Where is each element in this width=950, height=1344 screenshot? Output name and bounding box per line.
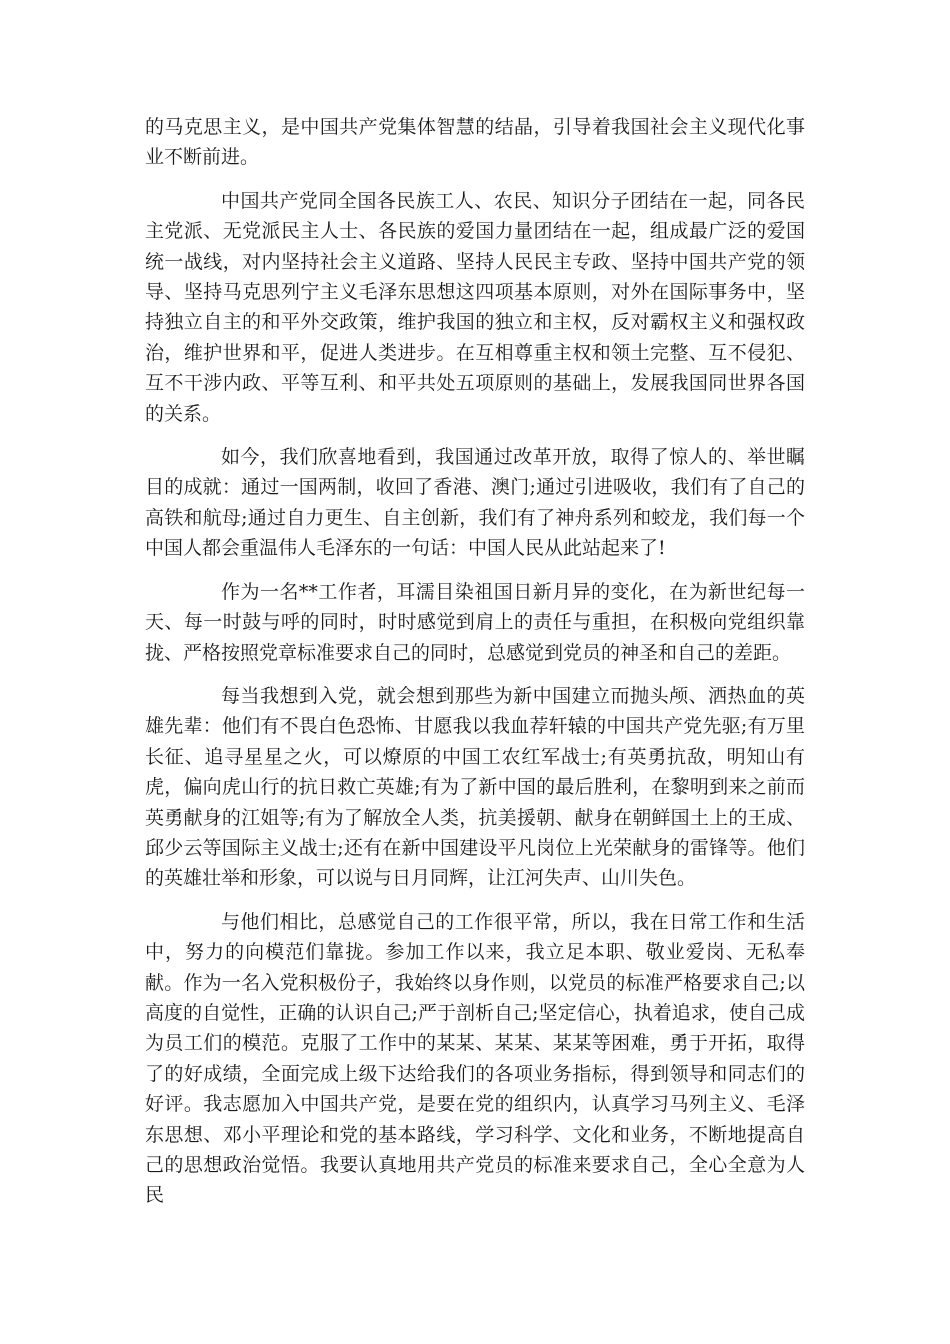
paragraph-revolutionary-heroes: 每当我想到入党，就会想到那些为新中国建立而抛头颅、洒热血的英雄先辈：他们有不畏白色恐怖、甘愿我以我血荐轩辕的中国共产党先驱;有万里长征、追寻星星之火，可以燎原的中国工农红军战士;有英勇抗敌，明知山有虎，偏向虎山行的抗日救亡英雄;有为了新中国的最后胜利，在黎明到来之前而英勇献身的江姐等;有为了解放全人类，抗美援朝、献身在朝鲜国土上的王成、邱少云等国际主义战士;还有在新中国建设平凡岗位上光荣献身的雷锋等。他们的英雄壮举和形象，可以说与日月同辉，让江河失声、山川失色。 [145,684,805,890]
paragraph-party-united-front: 中国共产党同全国各民族工人、农民、知识分子团结在一起，同各民主党派、无党派民主人士、各民族的爱国力量团结在一起，组成最广泛的爱国统一战线，对内坚持社会主义道路、坚持人民民主专政、坚持中国共产党的领导、坚持马克思列宁主义毛泽东思想这四项基本原则，对外在国际事务中，坚持独立自主的和平外交政策，维护我国的独立和主权，反对霸权主义和强权政治，维护世界和平，促进人类进步。在互相尊重主权和领土完整、互不侵犯、互不干涉内政、平等互利、和平共处五项原则的基础上，发展我国同世界各国的关系。 [145,189,805,425]
document-body [145,112,805,1211]
paragraph-personal-commitment: 与他们相比，总感觉自己的工作很平常，所以，我在日常工作和生活中，努力的向模范们靠拢。参加工作以来，我立足本职、敬业爱岗、无私奉献。作为一名入党积极份子，我始终以身作则，以党员的标准严格要求自己;以高度的自觉性，正确的认识自己;严于剖析自己;坚定信心，执着追求，使自己成为员工们的模范。克服了工作中的某某、某某、某某等困难，勇于开拓，取得了的好成绩，全面完成上级下达给我们的各项业务指标，得到领导和同志们的好评。我志愿加入中国共产党，是要在党的组织内，认真学习马列主义、毛泽东思想、邓小平理论和党的基本路线，学习科学、文化和业务，不断地提高自己的思想政治觉悟。我要认真地用共产党员的标准来要求自己，全心全意为人民 [145,910,805,1207]
paragraph-worker-responsibility: 作为一名**工作者，耳濡目染祖国日新月异的变化，在为新世纪每一天、每一时鼓与呼的同时，时时感觉到肩上的责任与重担，在积极向党组织靠拢、严格按照党章标准要求自己的同时，总感觉到党员的神圣和自己的差距。 [145,580,805,664]
paragraph-reform-achievements: 如今，我们欣喜地看到，我国通过改革开放，取得了惊人的、举世瞩目的成就：通过一国两制，收回了香港、澳门;通过引进吸收，我们有了自己的高铁和航母;通过自力更生、自主创新，我们有了神舟系列和蛟龙，我们每一个中国人都会重温伟人毛泽东的一句话：中国人民从此站起来了! [145,446,805,560]
paragraph-continuation: 的马克思主义，是中国共产党集体智慧的结晶，引导着我国社会主义现代化事业不断前进。 [145,116,805,169]
